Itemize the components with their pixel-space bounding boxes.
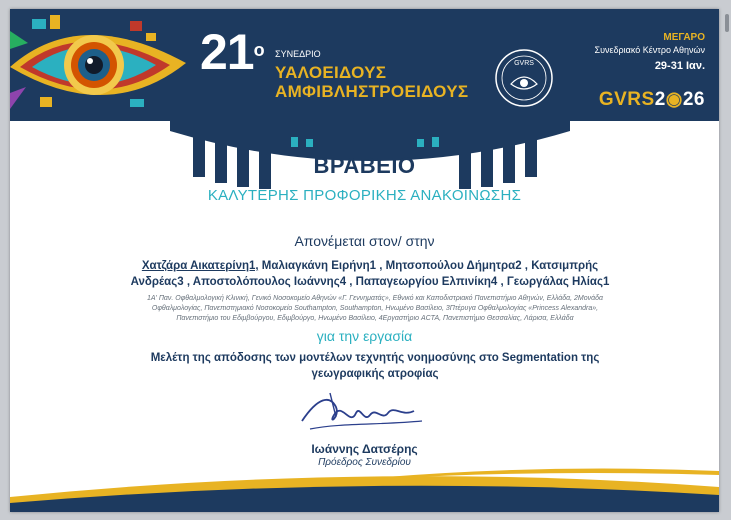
- affiliations-line3: Πανεπιστήμιο του Εδιμβούργου, Εδιμβούργο, Ηνωμένο Βασίλειο, 4Εργαστήριο ACTA, Πανεπιστήμιο Θεσσαλίας, Λάρισα, Ελλάδα: [176, 315, 574, 322]
- authors-rest: Μαλιαγκάνη Ειρήνη1 , Μητσοπούλου Δήμητρα2 , Κατσιμπρής: [258, 260, 599, 272]
- brand-prefix: GVRS: [598, 89, 655, 110]
- affiliations-line2: Οφθαλμολογίας, Πανεπιστημιακό Νοσοκομείο Southampton, Southampton, Ηνωμένο Βασίλειο, 3Πτέρυγα Οφθαλμολογίας «Princess Alexandra»,: [151, 305, 599, 312]
- work-title-line1: Μελέτη της απόδοσης των μοντέλων τεχνητής νοημοσύνης στο Segmentation της: [150, 352, 600, 364]
- affiliations-line1: 1Α' Παν. Οφθαλμολογική Κλινική, Γενικό Νοσοκομείο Αθηνών «Γ. Γεννηματάς», Εθνικό και Καποδιστριακό Πανεπιστήμιο Αθηνών, Ελλάδα, 2Μονάδα: [147, 295, 603, 302]
- authors-block: [120, 258, 620, 290]
- authors-line1: [120, 258, 620, 274]
- congress-title-line1: ΥΑΛΟΕΙΔΟΥΣ: [275, 63, 387, 82]
- brand-eye-icon: ◉: [665, 89, 683, 110]
- venue-name: ΜΕΓΑΡΟ: [663, 32, 705, 43]
- header-banner: [10, 9, 719, 121]
- seal-text: GVRS: [514, 60, 534, 67]
- congress-number: $21^o$: [200, 24, 264, 80]
- awarded-to-label: Απονέμεται στον/ στην: [294, 233, 435, 249]
- event-dates: 29-31 Ιαν.: [654, 60, 705, 72]
- for-work-label: για την εργασία: [316, 328, 413, 344]
- congress-label: ΣΥΝΕΔΡΙΟ: [275, 49, 321, 59]
- first-author: Χατζάρα Αικατερίνη1,: [141, 260, 259, 272]
- eye-artwork-icon: [10, 9, 188, 121]
- handwritten-signature: [290, 387, 430, 439]
- footer-swoosh-decoration: [10, 457, 719, 512]
- brand-year-b: 26: [682, 89, 705, 110]
- certificate: [10, 9, 719, 512]
- gvrs-2026-logo: [599, 88, 705, 111]
- work-title: [130, 350, 620, 382]
- congress-ordinal: ο: [253, 40, 264, 60]
- venue-subtitle: Συνεδριακό Κέντρο Αθηνών: [594, 45, 705, 55]
- congress-title-line2: ΑΜΦΙΒΛΗΣΤΡΟΕΙΔΟΥΣ: [275, 82, 469, 101]
- affiliations: [140, 294, 610, 324]
- signer-name: Ιωάννης Δατσέρης: [311, 442, 418, 456]
- brand-year-a: 2: [654, 89, 666, 110]
- venue-block: [595, 32, 705, 72]
- award-title: ΒΡΑΒΕΙΟ: [313, 153, 416, 178]
- scrollbar-thumb[interactable]: [725, 14, 729, 32]
- authors-line2: Ανδρέας3 , Αποστολόπουλος Ιωάννης4 , Παπαγεωργίου Ελπινίκη4 , Γεωργάλας Ηλίας1: [130, 276, 610, 288]
- work-title-line2: γεωγραφικής ατροφίας: [311, 368, 439, 380]
- award-subtitle: ΚΑΛΥΤΕΡΗΣ ΠΡΟΦΟΡΙΚΗΣ ΑΝΑΚΟΙΝΩΣΗΣ: [207, 187, 522, 204]
- gvrs-seal-icon: [494, 48, 554, 108]
- signer-role: Πρόεδρος Συνεδρίου: [318, 457, 411, 468]
